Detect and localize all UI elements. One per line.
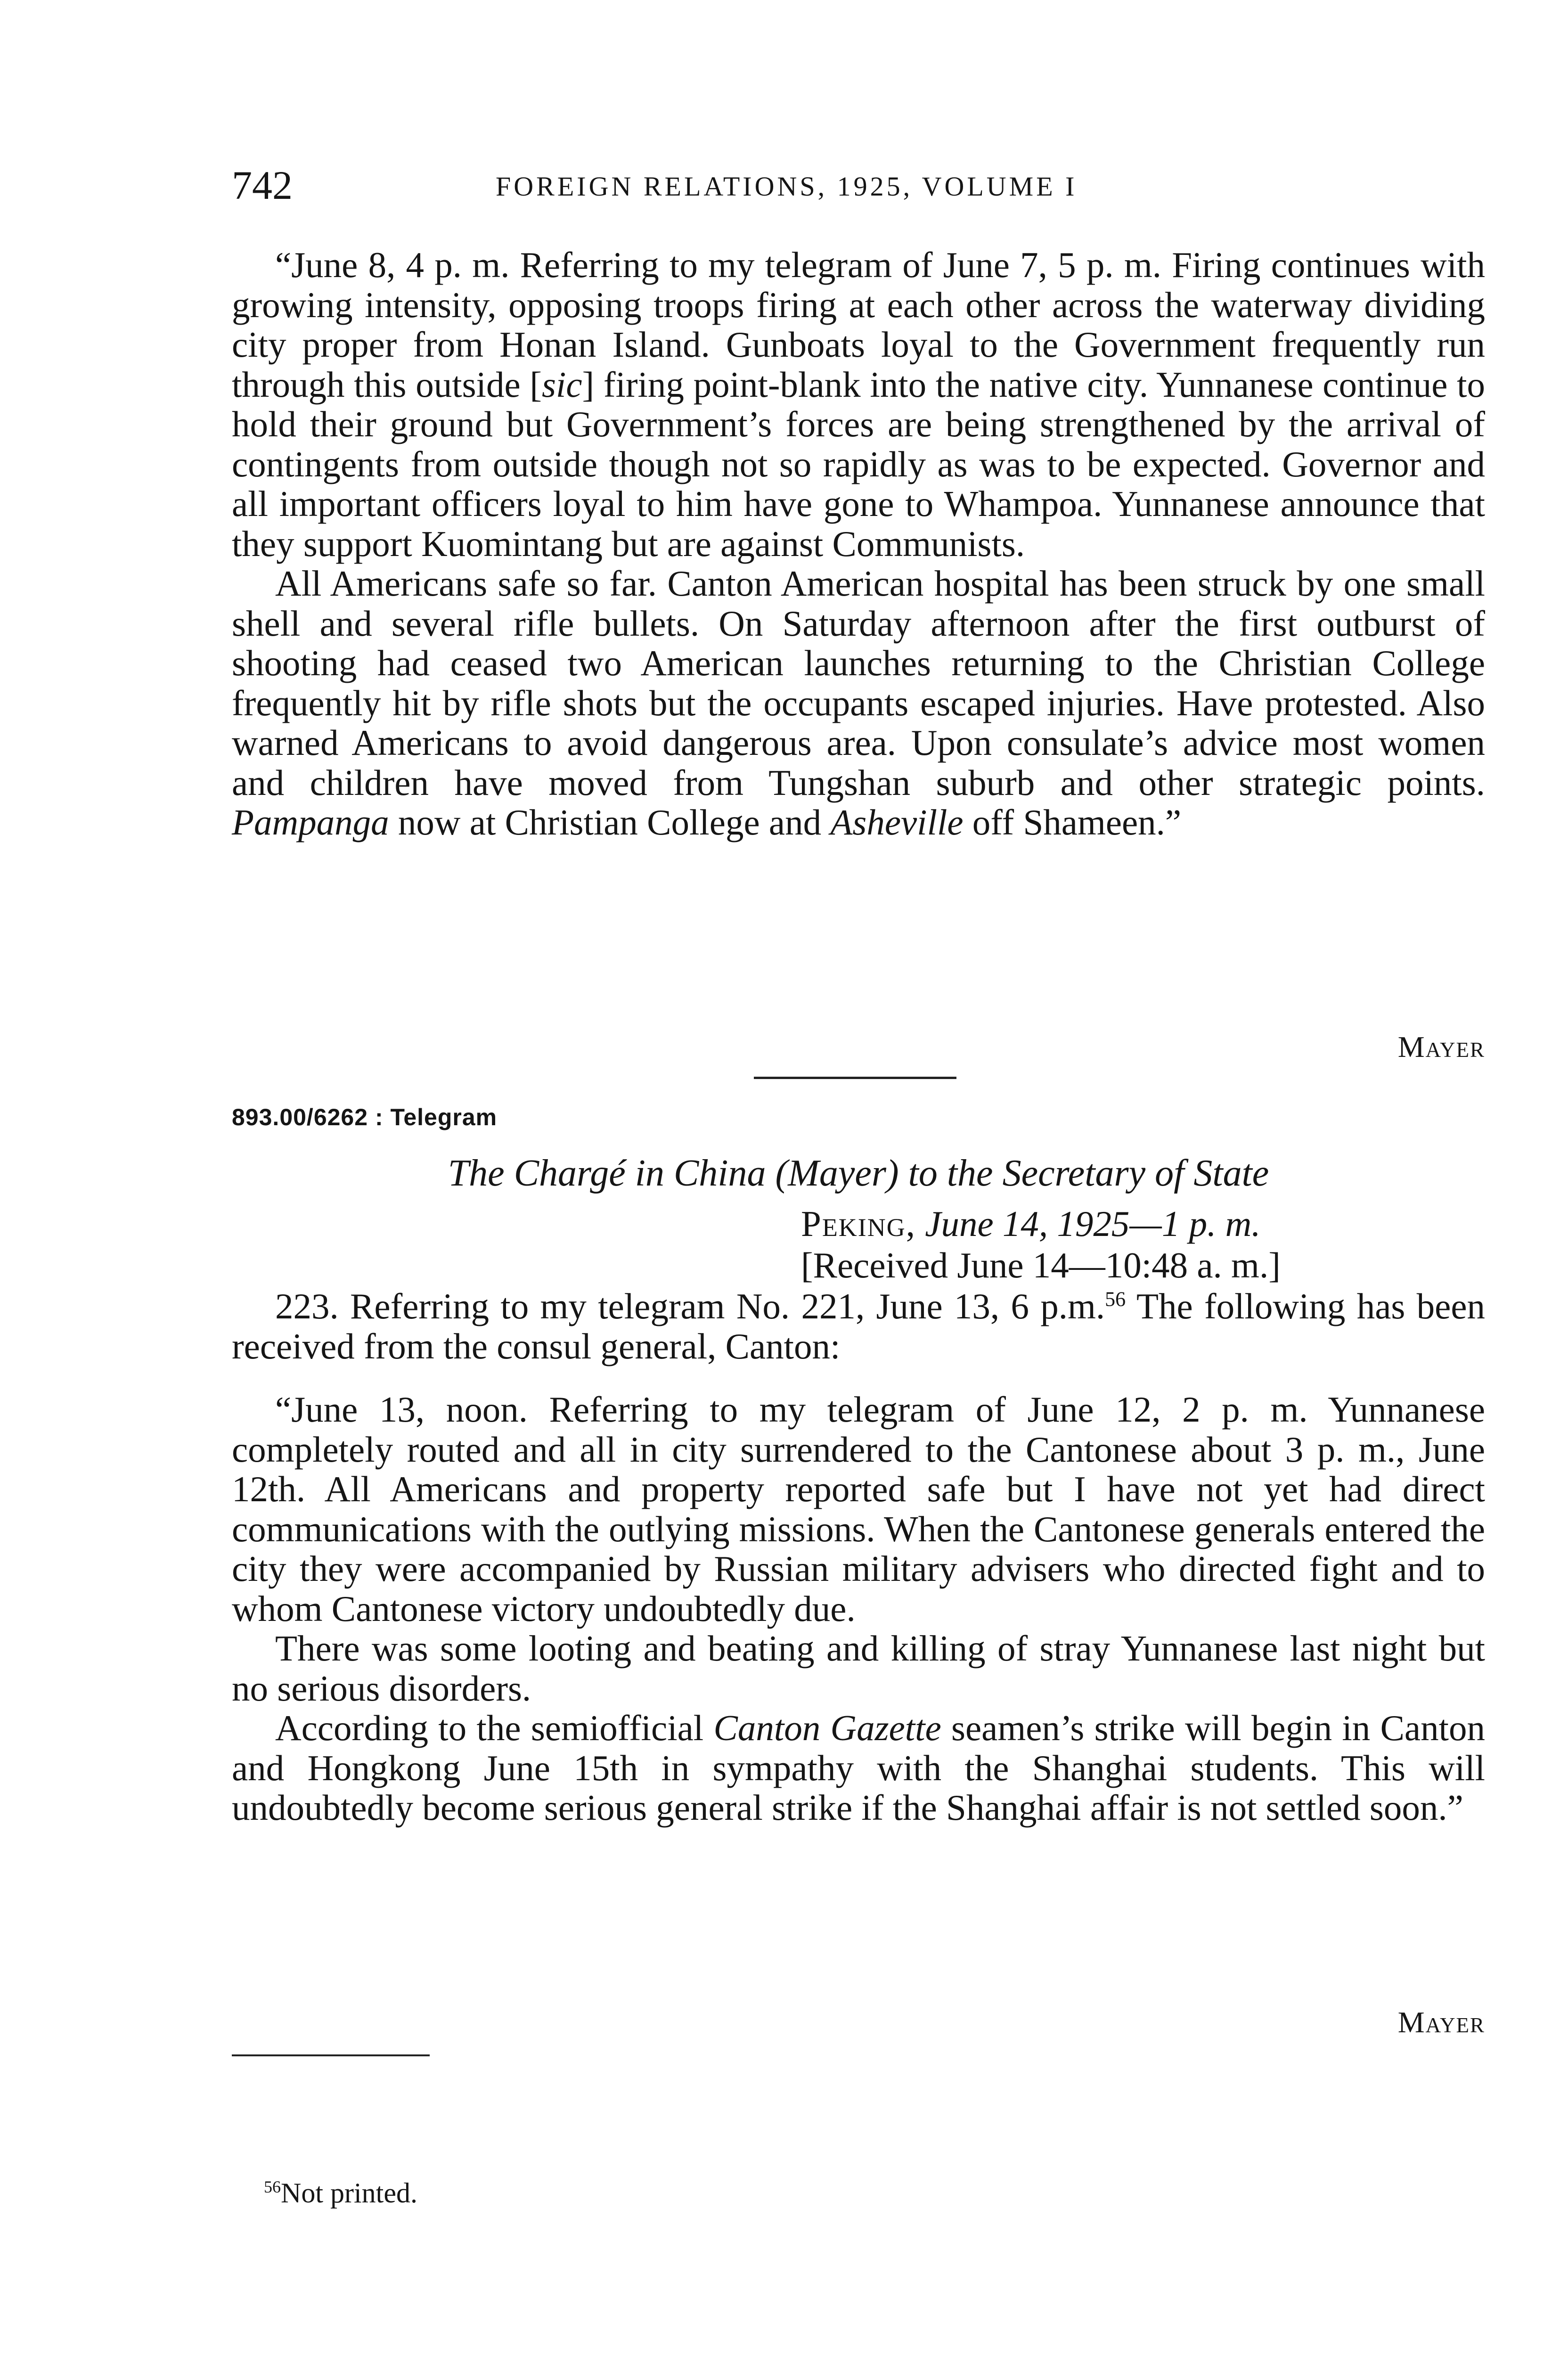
signature-mayer-2: Mayer xyxy=(1397,2005,1485,2039)
dateline xyxy=(801,1204,1260,1244)
first-telegram-paragraph-1 xyxy=(232,245,1485,564)
first-telegram-paragraph-2 xyxy=(232,564,1485,843)
text-run: seamen’s strike will begin in Canton and Hongkong June 15th in sympathy with the Shanghai students. This will undoubtedly become serious general strike if the Shanghai affair is not settled soon.” xyxy=(232,1708,1485,1828)
ship-name: Asheville xyxy=(830,802,964,843)
second-telegram-body xyxy=(232,1286,1485,1828)
dateline-place: Peking, xyxy=(801,1203,916,1244)
document-title: The Chargé in China (Mayer) to the Secretary of State xyxy=(448,1153,1269,1194)
file-number: 893.00/6262 : Telegram xyxy=(232,1104,498,1130)
footnote xyxy=(264,2177,417,2209)
quote-paragraph-2: There was some looting and beating and killing of stray Yunnanese last night but no serious disorders. xyxy=(232,1628,1485,1709)
text-run: ] firing point-blank into the native city. Yunnanese continue to hold their ground but Government’s forces are being strengthened by the arrival of contingents from outside though not so rapidly as was to be expected. Governor and all important officers loyal to him have gone to Whampoa. Yunnanese announce that they support Kuomintang but are against Communists. xyxy=(232,364,1485,564)
quote-paragraph-1: “June 13, noon. Referring to my telegram of June 12, 2 p. m. Yunnanese completely routed and all in city surrendered to the Cantonese about 3 p. m., June 12th. All Americans and property reported safe but I have not yet had direct communications with the outlying missions. When the Cantonese generals entered the city they were accompanied by Russian military advisers who directed fight and to whom Cantonese victory undoubtedly due. xyxy=(232,1389,1485,1629)
text-run: “June 8, 4 p. m. Referring to my telegram of June 7, 5 p. m. Firing continues with growing intensity, opposing troops firing at each other across the waterway dividing city proper from Honan Island. Gunboats loyal to the Government frequently run through this outside [ xyxy=(232,245,1485,405)
dateline-date: June 14, 1925—1 p. m. xyxy=(925,1203,1261,1244)
section-divider xyxy=(754,1077,956,1079)
text-run: 223. Referring to my telegram No. 221, June 13, 6 p.m. xyxy=(275,1286,1105,1326)
telegram-intro xyxy=(232,1286,1485,1366)
newspaper-name: Canton Gazette xyxy=(713,1708,941,1748)
text-run: off Shameen.” xyxy=(963,802,1182,843)
footnote-reference: 56 xyxy=(1105,1287,1126,1311)
footnote-divider xyxy=(232,2054,430,2056)
page-number: 742 xyxy=(232,163,293,208)
first-telegram-body xyxy=(232,245,1485,843)
quote-paragraph-3 xyxy=(232,1708,1485,1828)
text-run: now at Christian College and xyxy=(389,802,831,843)
footnote-text: Not printed. xyxy=(281,2177,417,2209)
ship-name: Pampanga xyxy=(232,802,389,843)
text-run: The following has been received from the consul general, Canton: xyxy=(232,1286,1485,1366)
sic-note: sic xyxy=(541,364,582,405)
text-run: All Americans safe so far. Canton American hospital has been struck by one small shell and several rifle bullets. On Saturday afternoon after the first outburst of shooting had ceased two American launches returning to the Christian College frequently hit by rifle shots but the occupants escaped injuries. Have protested. Also warned Americans to avoid dangerous area. Upon consulate’s advice most women and children have moved from Tungshan suburb and other strategic points. xyxy=(232,563,1485,803)
received-line: [Received June 14—10:48 a. m.] xyxy=(801,1245,1281,1285)
page-header xyxy=(232,159,1485,211)
text-run: According to the semiofficial xyxy=(275,1708,714,1748)
footnote-marker: 56 xyxy=(264,2177,281,2196)
running-head: FOREIGN RELATIONS, 1925, VOLUME I xyxy=(496,171,1078,202)
signature-mayer-1: Mayer xyxy=(1397,1030,1485,1063)
